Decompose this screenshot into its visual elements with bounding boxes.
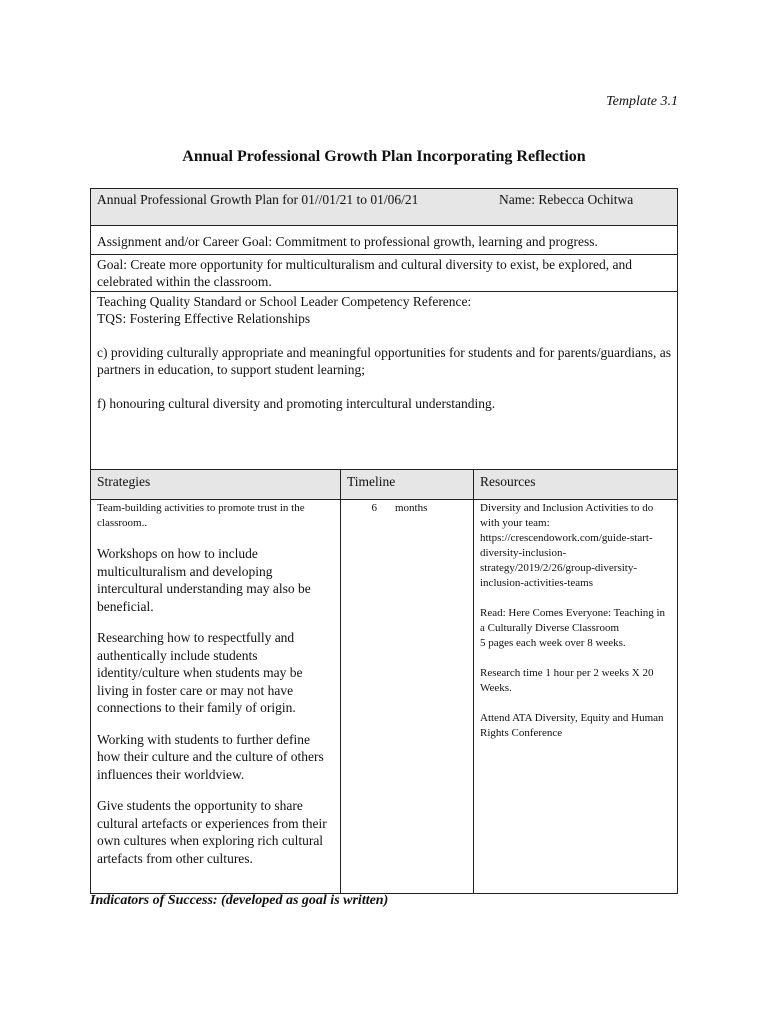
strategies-header: Strategies xyxy=(91,470,341,499)
plan-period: Annual Professional Growth Plan for 01//01/21 to 01/06/21 xyxy=(97,192,419,207)
tqs-standard: TQS: Fostering Effective Relationships xyxy=(97,311,311,326)
tqs-reference: Teaching Quality Standard or School Leader Competency Reference: xyxy=(97,294,472,309)
strategy-item: Working with students to further define how their culture and the culture of others influences their worldview. xyxy=(97,731,324,782)
strategies-cell xyxy=(91,500,341,893)
strategy-item: Workshops on how to include multiculturalism and developing intercultural understanding may also be beneficial. xyxy=(97,546,311,614)
resource-title: Read: Here Comes Everyone: Teaching in a Culturally Diverse Classroom xyxy=(480,607,666,634)
strategy-item: Team-building activities to promote trust in the classroom.. xyxy=(97,502,305,529)
column-header-row xyxy=(91,470,677,500)
tqs-item-f: f) honouring cultural diversity and promoting intercultural understanding. xyxy=(97,396,496,411)
resources-cell xyxy=(474,500,677,893)
resources-header: Resources xyxy=(480,474,536,489)
timeline-header: Timeline xyxy=(341,470,474,499)
template-label: Template 3.1 xyxy=(606,94,678,109)
teacher-name: Name: Rebecca Ochitwa xyxy=(499,192,634,207)
goal-row: Goal: Create more opportunity for multiculturalism and cultural diversity to exist, be explored, and celebrated within the classroom. xyxy=(91,255,677,292)
resource-item: Attend ATA Diversity, Equity and Human Rights Conference xyxy=(480,712,664,739)
plan-header-row xyxy=(91,189,677,226)
tqs-row xyxy=(91,292,677,470)
growth-plan-table xyxy=(90,188,678,894)
document-title: Annual Professional Growth Plan Incorporating Reflection xyxy=(182,148,586,165)
strategies-row xyxy=(91,500,677,893)
resource-detail: 5 pages each week over 8 weeks. xyxy=(480,637,626,649)
resource-item: Research time 1 hour per 2 weeks X 20 Weeks. xyxy=(480,667,654,694)
timeline-number: 6 xyxy=(371,502,377,514)
timeline-unit: months xyxy=(395,502,428,514)
strategy-item: Researching how to respectfully and authentically include students identity/culture when students may be living in foster care or may not have connections to their family of origin. xyxy=(97,630,303,715)
strategy-item: Give students the opportunity to share cultural artefacts or experiences from their own cultures when exploring rich cultural artefacts from other cultures. xyxy=(97,798,327,866)
resource-link[interactable]: https://crescendowork.com/guide-start-diversity-inclusion-strategy/2019/2/26/group-diversity-inclusion-activities-teams xyxy=(480,532,653,589)
assignment-row: Assignment and/or Career Goal: Commitment to professional growth, learning and progress. xyxy=(91,226,677,255)
timeline-cell xyxy=(341,500,474,893)
tqs-item-c: c) providing culturally appropriate and meaningful opportunities for students and for parents/guardians, as partners in education, to support student learning; xyxy=(97,345,671,377)
resource-title: Diversity and Inclusion Activities to do with your team: xyxy=(480,502,654,529)
indicators-heading: Indicators of Success: (developed as goal is written) xyxy=(90,893,389,908)
